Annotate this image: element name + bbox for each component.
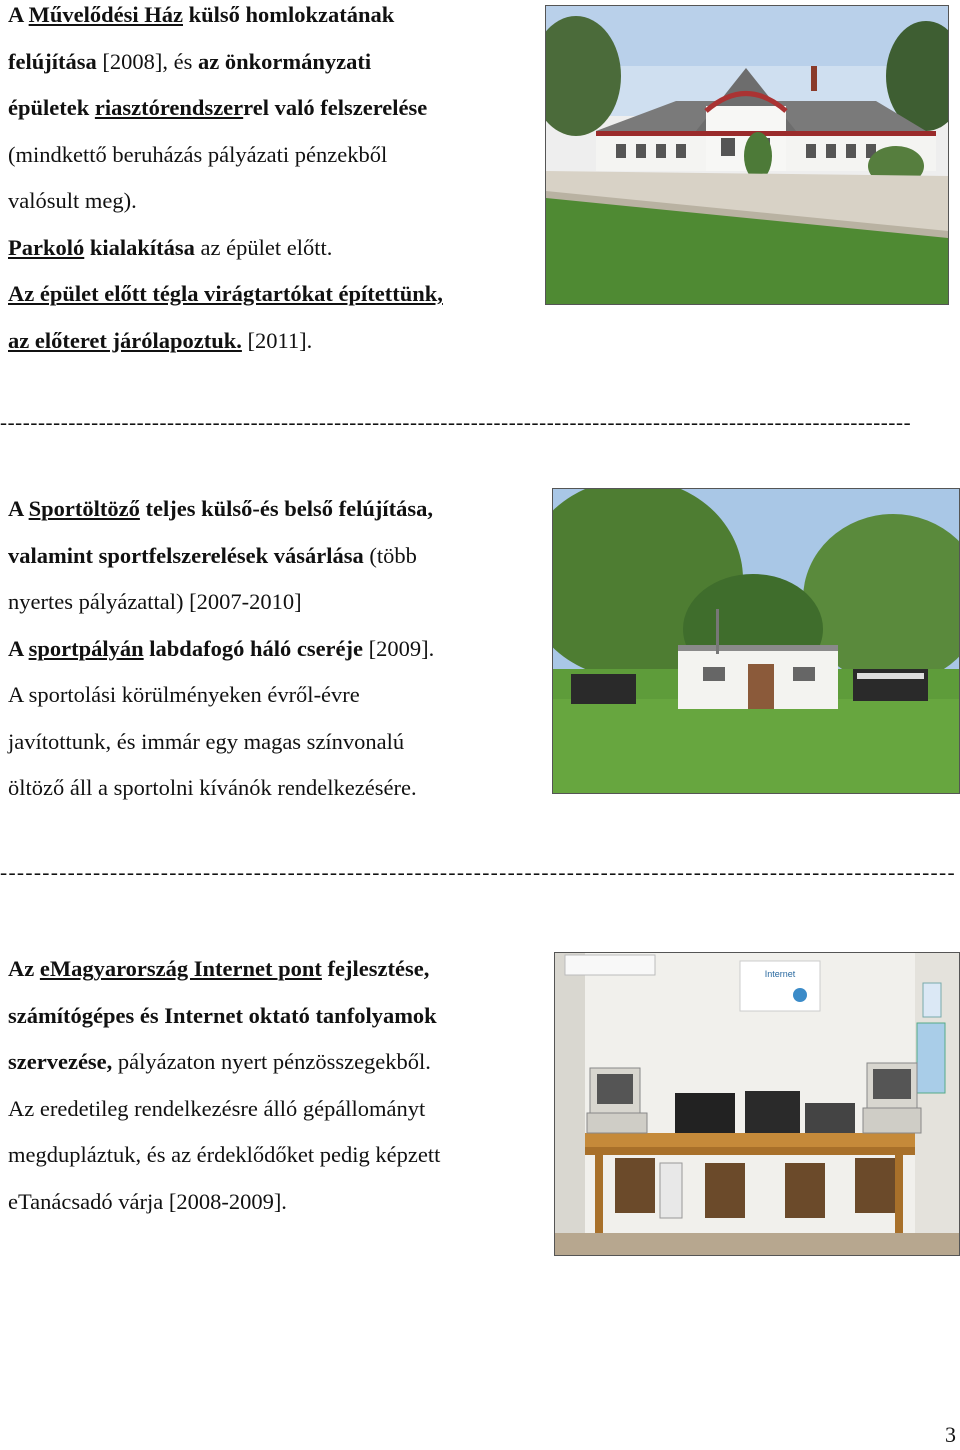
- text-line: valamint sportfelszerelések vásárlása (több: [8, 542, 417, 568]
- text-line: öltöző áll a sportolni kívánók rendelkezésére.: [8, 775, 417, 800]
- text-line: A Művelődési Ház külső homlokzatának: [8, 2, 395, 27]
- page-number: 3: [945, 1422, 956, 1447]
- section-internet-point-text: [8, 946, 440, 1225]
- text-line: A Sportöltöző teljes külső-és belső felújítása,: [8, 496, 433, 521]
- section-sports-text: [8, 486, 434, 812]
- text-line: javítottunk, és immár egy magas színvonalú: [8, 728, 405, 754]
- text-line: felújítása [2008], és az önkormányzati: [8, 48, 372, 74]
- text-line: megdupláztuk, és az érdeklődőket pedig képzett: [8, 1142, 441, 1167]
- text-line: (mindkettő beruházás pályázati pénzekből: [8, 141, 388, 167]
- section-divider: -----------------------------------------------------------------------------------------------------------------: [0, 860, 956, 884]
- text-line: Az eredetileg rendelkezésre álló gépállományt: [8, 1095, 426, 1121]
- text-line: az előteret járólapoztuk. [2011].: [8, 327, 313, 353]
- text-line: nyertes pályázattal) [2007-2010]: [8, 589, 302, 614]
- section-cultural-house-text: [8, 0, 443, 364]
- text-line: épületek riasztórendszerrel való felszerelése: [8, 95, 428, 120]
- link-muvelodesi-haz: Művelődési Ház: [28, 2, 183, 27]
- text-line: A sportpályán labdafogó háló cseréje [2009].: [8, 635, 435, 661]
- text-line: számítógépes és Internet oktató tanfolyamok: [8, 1002, 437, 1028]
- section-divider: ------------------------------------------------------------------------------------------------------------------------: [0, 410, 912, 434]
- text-line: valósult meg).: [8, 188, 137, 213]
- text-line: A sportolási körülményeken évről-évre: [8, 682, 360, 707]
- text-line: eTanácsadó várja [2008-2009].: [8, 1188, 287, 1214]
- text-line: Az épület előtt tégla virágtartókat építettünk,: [8, 281, 443, 306]
- photo-internet-room: [554, 952, 960, 1256]
- text-line: szervezése, pályázaton nyert pénzösszegekből.: [8, 1049, 431, 1074]
- text-line: Parkoló kialakítása az épület előtt.: [8, 234, 333, 260]
- photo-cultural-house: [545, 5, 949, 305]
- photo-sports-changing-room: [552, 488, 960, 794]
- text-line: Az eMagyarország Internet pont fejlesztése,: [8, 956, 430, 981]
- poster-text: Internet: [764, 969, 796, 979]
